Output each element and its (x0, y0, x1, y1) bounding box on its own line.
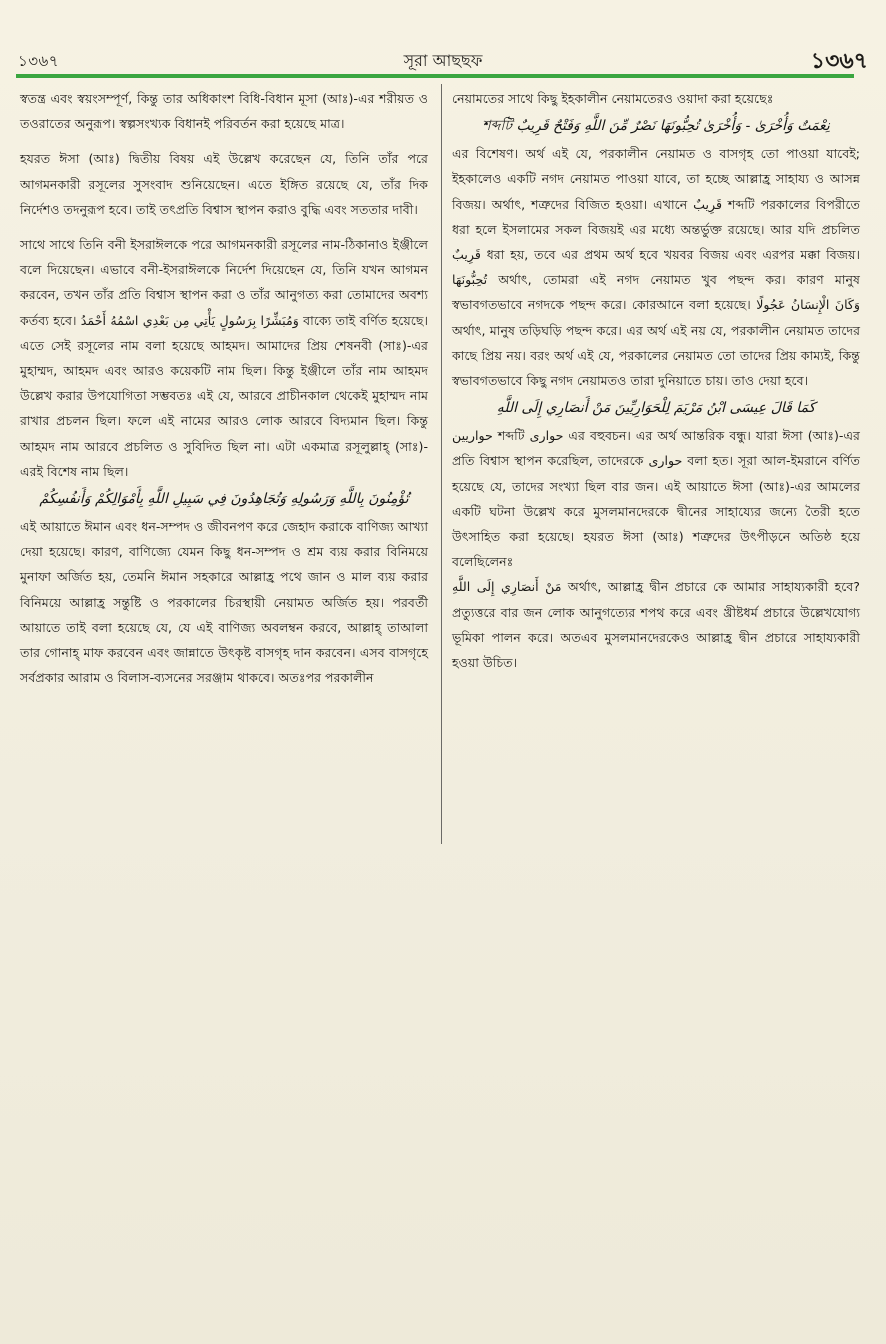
paragraph: স্বতন্ত্র এবং স্বয়ংসম্পূর্ণ, কিন্তু তার অধিকাংশ বিধি-বিধান মূসা (আঃ)-এর শরীয়ত ও তওরাতের অনুরূপ। স্বল্পসংখ্যক বিধানই পরিবর্তন করা হয়েছে মাত্র। (20, 91, 428, 132)
column-divider (441, 84, 442, 844)
paragraph: এই আয়াতে ঈমান এবং ধন-সম্পদ ও জীবনপণ করে জেহাদ করাকে বাণিজ্য আখ্যা দেয়া হয়েছে। কারণ, বাণিজ্যে যেমন কিছু ধন-সম্পদ ও শ্রম ব্যয় করার বিনিময়ে মুনাফা অর্জিত হয়, তেমনি ঈমান সহকারে আল্লাহ্র পথে জান ও মাল ব্যয় করার বিনিময়ে আল্লাহ্র সন্তুষ্টি ও পরকালের চিরস্থায়ী নেয়ামত অর্জিত হয়। পরবর্তী আয়াতে তাই বলা হয়েছে যে, যে এই বাণিজ্য অবলম্বন করবে, আল্লাহ্ তাআলা তার গোনাহ্ মাফ করবেন এবং জান্নাতে উৎকৃষ্ট বাসগৃহ দান করবেন। এসব বাসগৃহে সর্বপ্রকার আরাম ও বিলাস-ব্যসনের সরঞ্জাম থাকবে। অতঃপর পরকালীন (20, 519, 428, 686)
arabic-verse: كَمَا قَالَ عِيسَى ابْنُ مَرْيَمَ لِلْحَوَارِيِّينَ مَنْ أَنصَارِي إِلَى اللَّهِ (496, 400, 816, 417)
left-column (20, 86, 428, 690)
header-rule (16, 74, 854, 78)
page-number-right: ১৩৬৭ (810, 49, 868, 74)
arabic-verse: نِعْمَتٌ وَأُخْرَىٰ - وَأُخْرَىٰ تُحِبُّونَهَا نَصْرٌ مِّنَ اللَّهِ وَفَتْحٌ قَرِيبٌ শব্দটি (482, 118, 830, 135)
paragraph: এর বিশেষণ। অর্থ এই যে, পরকালীন নেয়ামত ও বাসগৃহ তো পাওয়া যাবেই; ইহকালেও একটি নগদ নেয়ামত পাওয়া যাবে, তা হচ্ছে আল্লাহ্র সাহায্য ও আসন্ন বিজয়। অর্থাৎ, শত্রুদের বিজিত হওয়া। এখানে قَرِيبٌ শব্দটি পরকালের বিপরীতে ধরা হলে ইসলামের সকল বিজয়ই এর মধ্যে অন্তর্ভুক্ত রয়েছে। আর যদি প্রচলিত قَرِيبٌ ধরা হয়, তবে এর প্রথম অর্থ হবে খয়বর বিজয় এবং এরপর মক্কা বিজয়। تُحِبُّونَهَا অর্থাৎ, তোমরা এই নগদ নেয়ামত খুব পছন্দ কর। কারণ মানুষ স্বভাবগতভাবে নগদকে পছন্দ করে। কোরআনে বলা হয়েছে। وَكَانَ الْإِنسَانُ عَجُولًا অর্থাৎ, মানুষ তড়িঘড়ি পছন্দ করে। এর অর্থ এই নয় যে, পরকালীন নেয়ামত তাদের কাছে প্রিয় নয়। বরং অর্থ এই যে, পরকালের নেয়ামত তো তাদের প্রিয় কাম্যই, কিন্তু স্বভাবগতভাবে কিছু নগদ নেয়ামতও তারা দুনিয়াতে চায়। তাও দেয়া হবে। (452, 146, 861, 389)
paragraph: مَنْ أَنصَارِي إِلَى اللَّهِ অর্থাৎ, আল্লাহ্র দ্বীন প্রচারে কে আমার সাহায্যকারী হবে? প্রত্যুত্তরে বার জন লোক আনুগত্যের শপথ করে এবং খ্রীষ্টধর্ম প্রচারে উল্লেখযোগ্য ভূমিকা পালন করে। অতএব মুসলমানদেরকেও আল্লাহ্র দ্বীন প্রচারে সাহায্যকারী হওয়া উচিত। (452, 579, 860, 671)
right-column (452, 86, 860, 675)
surah-title: সূরা আছছফ (403, 51, 483, 70)
paragraph: সাথে সাথে তিনি বনী ইসরাঈলকে পরে আগমনকারী রসূলের নাম-ঠিকানাও ইঞ্জীলে বলে দিয়েছেন। এভাবে বনী-ইসরাঈলকে নির্দেশ দিয়েছেন যে, তিনি যখন আগমন করবেন, তখন তাঁর প্রতি বিশ্বাস স্থাপন করা ও তাঁর আনুগত্য করা তোমাদের অবশ্য কর্তব্য হবে। وَمُبَشِّرًا بِرَسُولٍ يَأْتِي مِن بَعْدِي اسْمُهُ أَحْمَدُ বাক্যে তাই বর্ণিত হয়েছে। এতে সেই রসূলের নাম বলা হয়েছে আহমদ। আমাদের প্রিয় শেষনবী (সাঃ)-এর মুহাম্মদ, আহমদ এবং আরও কয়েকটি নাম ছিল। কিন্তু ইঞ্জীলে তাঁর নাম আহমদ উল্লেখ করার উপযোগিতা সম্ভবতঃ এই যে, আরবে প্রাচীনকাল থেকেই মুহাম্মদ নাম রাখার প্রচলন ছিল। ফলে এই নামের আরও লোক আরবে বিদ্যমান ছিল। কিন্তু আহমদ নাম আরবে প্রচলিত ও সুবিদিত ছিল না। এটা একমাত্র রসূলুল্লাহ্ (সাঃ)-এরই বিশেষ নাম ছিল। (20, 237, 428, 479)
page-header (18, 44, 868, 72)
arabic-verse: تُؤْمِنُونَ بِاللَّهِ وَرَسُولِهِ وَتُجَاهِدُونَ فِي سَبِيلِ اللَّهِ بِأَمْوَالِكُمْ وَأَنفُسِكُمْ (39, 491, 409, 508)
paragraph: নেয়ামতের সাথে কিছু ইহকালীন নেয়ামতেরও ওয়াদা করা হয়েছেঃ (452, 91, 774, 106)
paragraph: حواريين শব্দটি حوارى এর বহুবচন। এর অর্থ আন্তরিক বন্ধু। যারা ঈসা (আঃ)-এর প্রতি বিশ্বাস স্থাপন করেছিল, তাদেরকে حوارى বলা হত। সূরা আল-ইমরানে বর্ণিত হয়েছে যে, তাদের সংখ্যা ছিল বার জন। এই আয়াতে ঈসা (আঃ)-এর আমলের একটি ঘটনা উল্লেখ করে মুসলমানদেরকে দ্বীনের সাহায্যের জন্যে তৈরী হতে উৎসাহিত করা হয়েছে। হযরত ঈসা (আঃ) শত্রুদের উৎপীড়নে অতিষ্ঠ হয়ে বলেছিলেনঃ (452, 428, 860, 570)
paragraph: হযরত ঈসা (আঃ) দ্বিতীয় বিষয় এই উল্লেখ করেছেন যে, তিনি তাঁর পরে আগমনকারী রসূলের সুসংবাদ শুনিয়েছেন। এতে ইঙ্গিত রয়েছে যে, তাঁর দিক নির্দেশও তদনুরূপ হবে। তাই তৎপ্রতি বিশ্বাস স্থাপন করাও বুদ্ধি এবং সততার দাবী। (20, 151, 428, 217)
page-number-left: ১৩৬৭ (18, 52, 59, 70)
